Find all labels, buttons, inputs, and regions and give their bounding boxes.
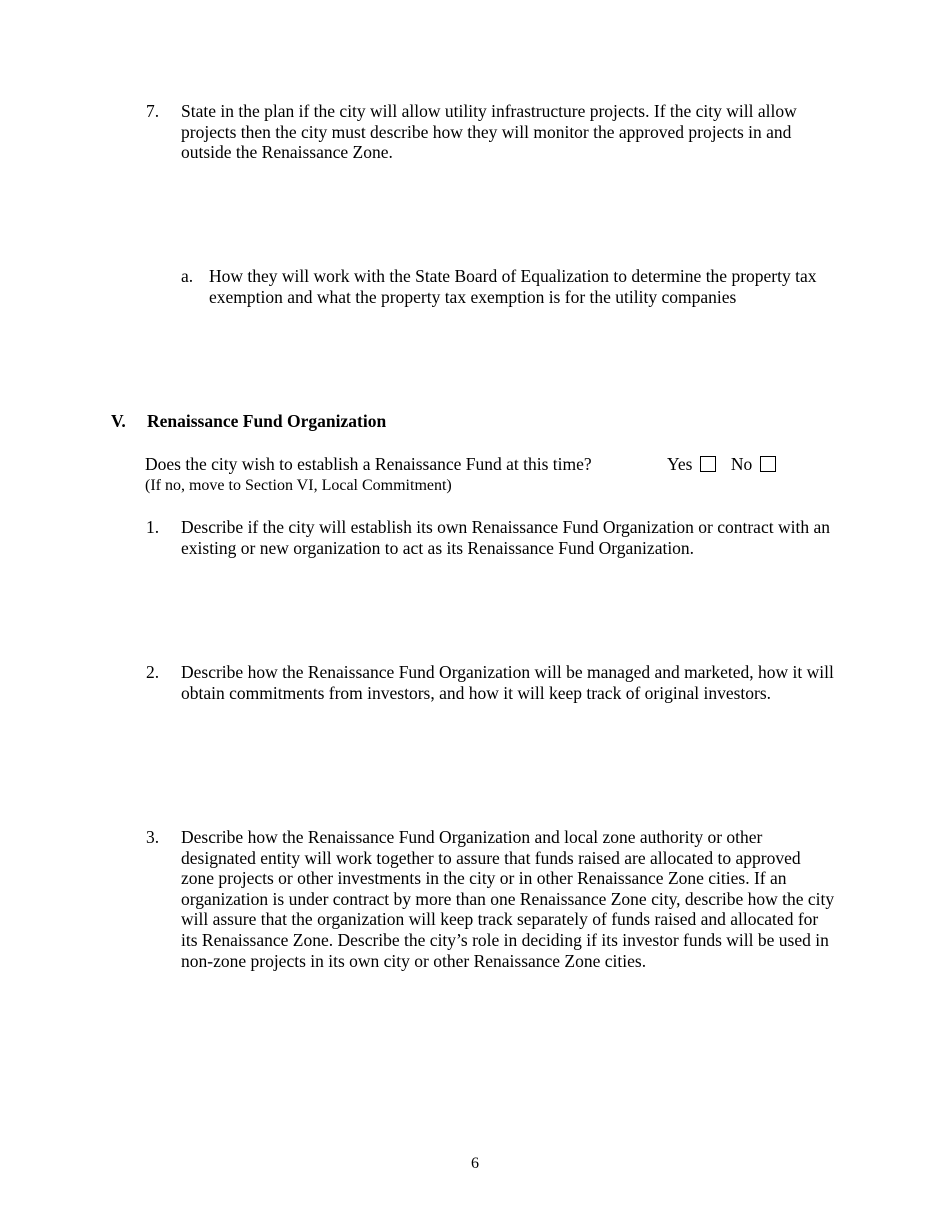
section-title: Renaissance Fund Organization <box>147 411 387 431</box>
yes-label: Yes <box>667 454 693 474</box>
item-7-text: State in the plan if the city will allow utility infrastructure projects. If the city will allow projects then the city must describe how they will monitor the approved projects in and outside the Renaissance Zone. <box>181 101 797 163</box>
section-numeral: V. <box>111 411 126 431</box>
item-3-text: Describe how the Renaissance Fund Organization and local zone authority or other designated entity will work together to assure that funds raised are allocated to approved zone projects or other investments in the city or in other Renaissance Zone cities. If an organization is under contract by more than one Renaissance Zone city, describe how the city will assure that the organization will keep track separately of funds raised and allocated for its Renaissance Zone. Describe the city’s role in deciding if its investor funds will be used in non-zone projects in its own city or other Renaissance Zone cities. <box>181 827 835 971</box>
item-1-number: 1. <box>146 517 160 537</box>
no-checkbox[interactable] <box>760 456 776 472</box>
item-1-text: Describe if the city will establish its own Renaissance Fund Organization or contract with an existing or new organization to act as its Renaissance Fund Organization. <box>181 517 830 558</box>
fund-question: Does the city wish to establish a Renaissance Fund at this time? <box>145 454 592 474</box>
fund-question-note: (If no, move to Section VI, Local Commitment) <box>145 477 452 494</box>
item-2-number: 2. <box>146 662 160 682</box>
yes-checkbox[interactable] <box>700 456 716 472</box>
no-label: No <box>730 454 753 474</box>
item-3-number: 3. <box>146 827 160 847</box>
item-7-number: 7. <box>146 101 160 121</box>
item-2-text: Describe how the Renaissance Fund Organization will be managed and marketed, how it will obtain commitments from investors, and how it will keep track of original investors. <box>181 662 834 703</box>
page-number: 6 <box>471 1155 479 1172</box>
item-7a-text: How they will work with the State Board of Equalization to determine the property tax exemption and what the property tax exemption is for the utility companies <box>209 266 817 307</box>
item-7a-letter: a. <box>181 266 194 286</box>
yes-no-group <box>667 454 776 475</box>
